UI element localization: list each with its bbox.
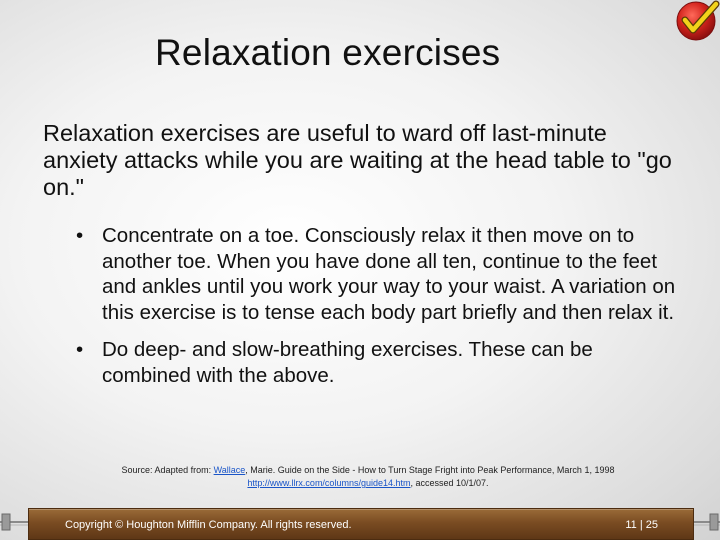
slide-title: Relaxation exercises xyxy=(155,32,501,73)
bullet-marker: • xyxy=(76,338,84,361)
bullet-text: Do deep- and slow-breathing exercises. These can be combined with the above. xyxy=(102,338,593,387)
source-prefix: Source: Adapted from: xyxy=(121,465,214,475)
bullet-list xyxy=(76,223,686,388)
bullet-text: Concentrate on a toe. Consciously relax it then move on to another toe. When you have done all ten, continue to the feet and ankles until you work your way to your waist. A variation on this exercise is to tense each body part briefly and then relax it. xyxy=(102,224,676,324)
footer-bar xyxy=(28,508,694,540)
intro-paragraph: Relaxation exercises are useful to ward off last-minute anxiety attacks while you are waiting at the head table to "go on." xyxy=(43,120,672,200)
copyright-text: Copyright © Houghton Mifflin Company. All rights reserved. xyxy=(65,519,352,531)
footer xyxy=(0,505,720,540)
source-suffix: , accessed 10/1/07. xyxy=(410,478,489,488)
bullet-marker: • xyxy=(76,224,84,247)
source-citation xyxy=(78,464,658,490)
bullet-item xyxy=(76,223,686,325)
author-link[interactable]: Wallace xyxy=(213,465,246,475)
source-url-link[interactable]: http://www.llrx.com/columns/guide14.htm xyxy=(247,478,411,488)
checkmark-badge-icon xyxy=(668,0,720,46)
page-number: 11 | 25 xyxy=(625,519,658,531)
bullet-item xyxy=(76,337,686,388)
source-middle: , Marie. Guide on the Side - How to Turn Stage Fright into Peak Performance, March 1, 1998 xyxy=(245,465,615,475)
